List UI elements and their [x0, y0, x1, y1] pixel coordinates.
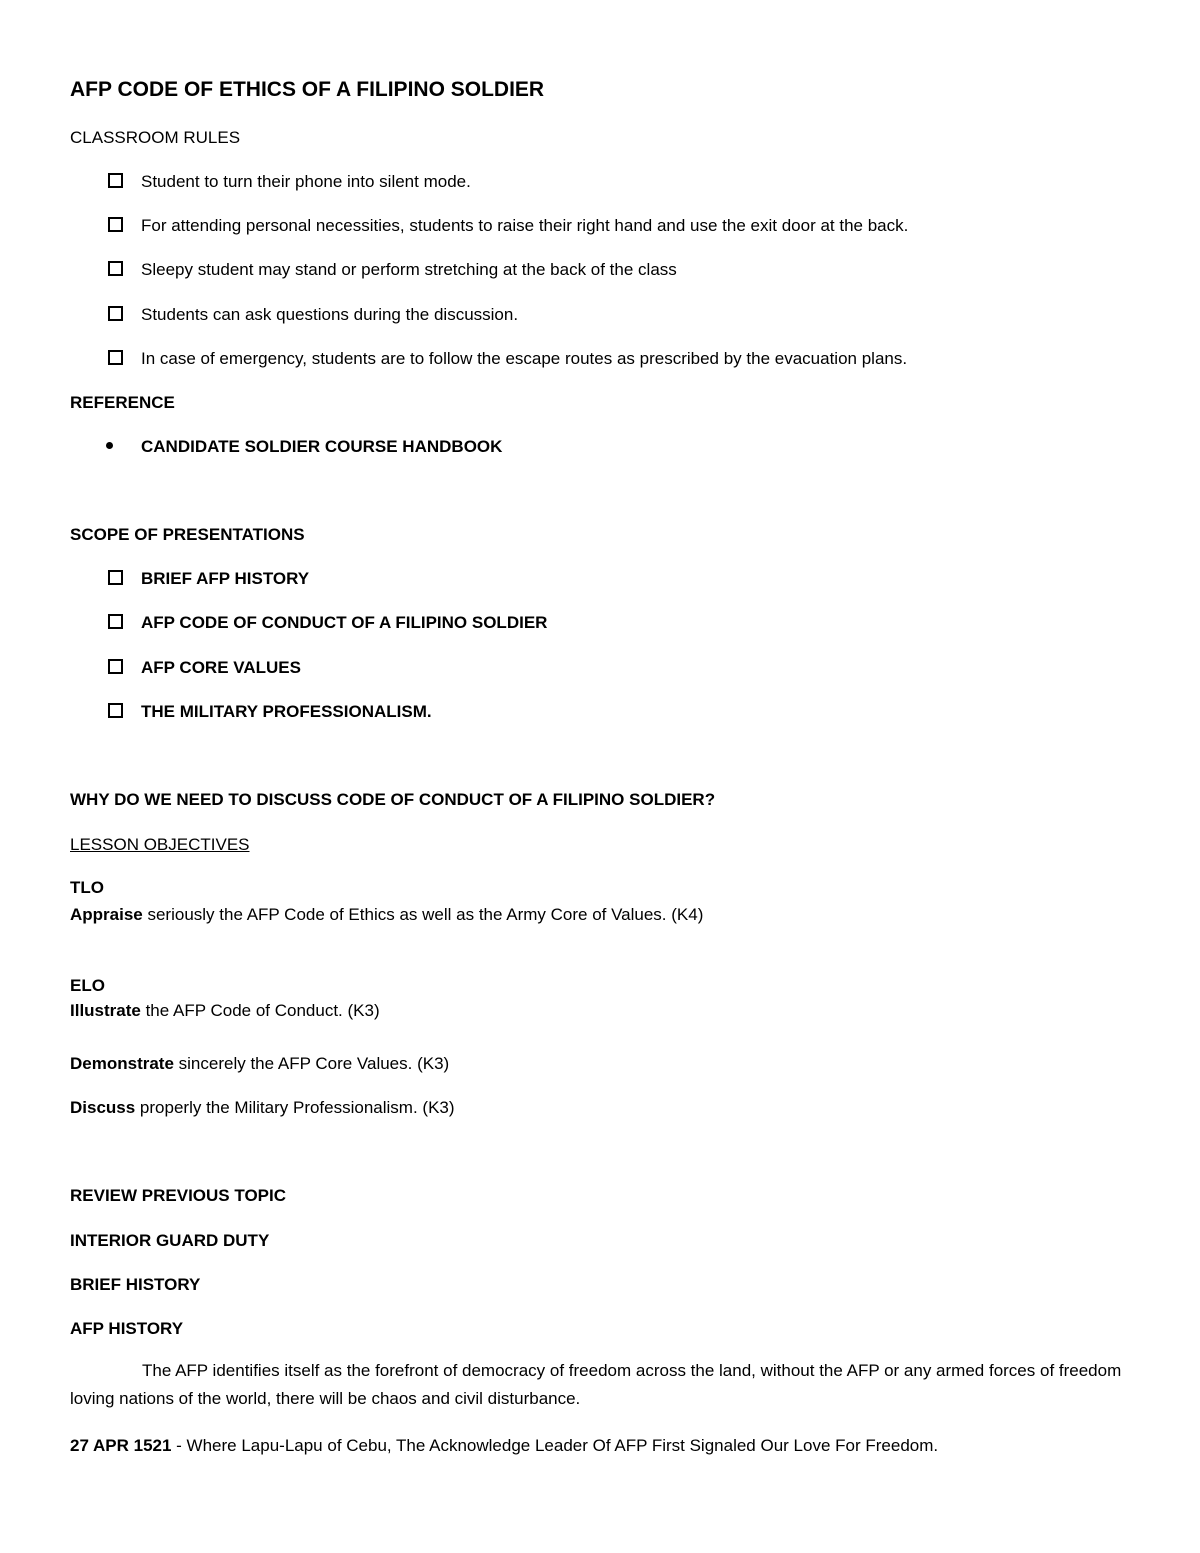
date-entry: [70, 1435, 938, 1457]
checkbox-bullet-icon: [108, 614, 123, 629]
objective-text: sincerely the AFP Core Values. (K3): [173, 1054, 450, 1073]
rule-item: Sleepy student may stand or perform stretching at the back of the class: [141, 260, 677, 279]
elo-objective: [70, 1097, 455, 1119]
objective-verb: Appraise: [70, 905, 143, 924]
scope-item: AFP CODE OF CONDUCT OF A FILIPINO SOLDIER: [141, 613, 548, 632]
checkbox-bullet-icon: [108, 350, 123, 365]
objective-verb: Illustrate: [70, 1001, 141, 1020]
bullet-icon: [106, 442, 113, 449]
scope-item: AFP CORE VALUES: [141, 658, 301, 677]
checkbox-bullet-icon: [108, 570, 123, 585]
objective-text: the AFP Code of Conduct. (K3): [140, 1001, 380, 1020]
brief-history-heading: BRIEF HISTORY: [70, 1275, 201, 1294]
date-entry-text: - Where Lapu-Lapu of Cebu, The Acknowledge Leader Of AFP First Signaled Our Love For Freedom.: [171, 1436, 939, 1455]
rule-item: Student to turn their phone into silent mode.: [141, 172, 471, 191]
checkbox-bullet-icon: [108, 217, 123, 232]
checkbox-bullet-icon: [108, 173, 123, 188]
why-heading: WHY DO WE NEED TO DISCUSS CODE OF CONDUCT OF A FILIPINO SOLDIER?: [70, 790, 716, 809]
review-heading: REVIEW PREVIOUS TOPIC: [70, 1186, 287, 1205]
classroom-rules-heading: CLASSROOM RULES: [70, 128, 241, 147]
checkbox-bullet-icon: [108, 659, 123, 674]
elo-label: ELO: [70, 976, 105, 995]
checkbox-bullet-icon: [108, 306, 123, 321]
lesson-objectives-heading: LESSON OBJECTIVES: [70, 835, 250, 854]
elo-objective: [70, 1053, 449, 1075]
scope-heading: SCOPE OF PRESENTATIONS: [70, 525, 305, 544]
date-label: 27 APR 1521: [70, 1436, 172, 1455]
objective-text: seriously the AFP Code of Ethics as well as the Army Core of Values. (K4): [142, 905, 704, 924]
review-topic: INTERIOR GUARD DUTY: [70, 1231, 270, 1250]
checkbox-bullet-icon: [108, 261, 123, 276]
elo-objective: [70, 1000, 380, 1022]
document-title: AFP CODE OF ETHICS OF A FILIPINO SOLDIER: [70, 78, 545, 101]
objective-verb: Discuss: [70, 1098, 136, 1117]
history-paragraph: The AFP identifies itself as the forefront of democracy of freedom across the land, without the AFP or any armed forces of freedom loving nations of the world, there will be chaos and civil disturbance.: [70, 1361, 1122, 1408]
reference-item: CANDIDATE SOLDIER COURSE HANDBOOK: [141, 437, 503, 456]
objective-verb: Demonstrate: [70, 1054, 174, 1073]
checkbox-bullet-icon: [108, 703, 123, 718]
rule-item: For attending personal necessities, students to raise their right hand and use the exit door at the back.: [141, 216, 909, 235]
objective-text: properly the Military Professionalism. (K3): [135, 1098, 455, 1117]
rule-item: In case of emergency, students are to follow the escape routes as prescribed by the evacuation plans.: [141, 349, 908, 368]
afp-history-heading: AFP HISTORY: [70, 1319, 184, 1338]
rule-item: Students can ask questions during the discussion.: [141, 305, 519, 324]
reference-heading: REFERENCE: [70, 393, 175, 412]
tlo-objective: [70, 904, 703, 926]
tlo-label: TLO: [70, 878, 104, 897]
scope-item: THE MILITARY PROFESSIONALISM.: [141, 702, 432, 721]
scope-item: BRIEF AFP HISTORY: [141, 569, 310, 588]
